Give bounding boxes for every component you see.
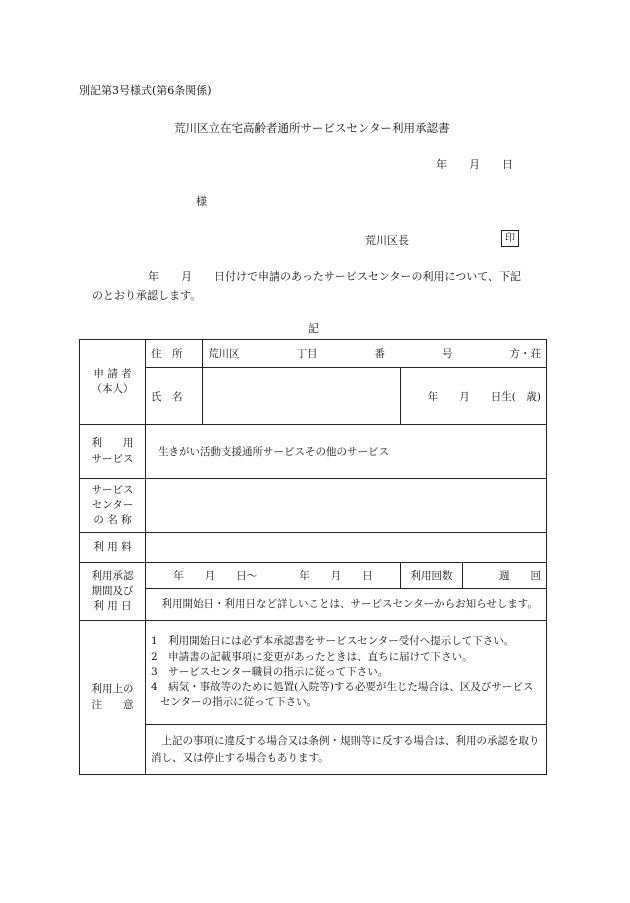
addressee-suffix: 様 xyxy=(196,195,207,208)
issuer: 荒川区長 xyxy=(365,234,409,247)
period-header: 利用承認 期間及び 利 用 日 xyxy=(80,563,146,621)
seal-mark: 印 xyxy=(501,230,519,247)
center-header: サービス センター の 名 称 xyxy=(80,479,146,533)
caution-item: 2 申請書の記載事項に変更があったときは、直ちに届けて下さい。 xyxy=(151,650,473,663)
service-header: 利 用 サービス xyxy=(80,425,146,479)
period-range-field[interactable]: 年 月 日～ 年 月 日 xyxy=(146,563,401,589)
applicant-header: 申 請 者 （本人） xyxy=(80,340,146,425)
caution-item: 3 サービスセンター職員の指示に従って下さい。 xyxy=(151,665,389,678)
approval-form-table xyxy=(79,339,547,775)
birth-date-field[interactable]: 年 月 日生( 歳) xyxy=(401,368,547,425)
body-line-1: 年 月 日付けで申請のあったサービスセンターの利用について、下記 xyxy=(148,270,522,283)
center-name-row xyxy=(80,479,547,533)
address-kata-so: 方・荘 xyxy=(509,348,541,360)
caution-list xyxy=(146,621,547,725)
fee-row xyxy=(80,533,547,563)
address-chome: 丁目 xyxy=(296,348,318,360)
issue-date: 年 月 日 xyxy=(436,158,513,171)
address-ward: 荒川区 xyxy=(208,348,240,360)
address-go: 号 xyxy=(442,348,453,360)
applicant-address-row xyxy=(80,340,547,368)
fee-field[interactable] xyxy=(146,533,547,563)
address-ban: 番 xyxy=(374,348,385,360)
center-name-field[interactable] xyxy=(146,479,547,533)
name-field[interactable] xyxy=(203,368,401,425)
warning-row xyxy=(80,725,547,775)
fee-header: 利 用 料 xyxy=(80,533,146,563)
period-note-row xyxy=(80,589,547,621)
service-row xyxy=(80,425,547,479)
warning-text: 上記の事項に違反する場合又は条例・規則等に反する場合は、利用の承認を取り消し、又は停止する場合もあります。 xyxy=(146,725,547,775)
body-line-2: のとおり承認します。 xyxy=(92,289,202,302)
caution-header: 利用上の 注 意 xyxy=(80,621,146,775)
caution-row xyxy=(80,621,547,725)
use-count-label: 利用回数 xyxy=(401,563,463,589)
document-title: 荒川区立在宅高齢者通所サービスセンター利用承認書 xyxy=(174,121,450,135)
period-row xyxy=(80,563,547,589)
period-note: 利用開始日・利用日など詳しいことは、サービスセンターからお知らせします。 xyxy=(146,589,547,621)
address-label: 住 所 xyxy=(146,340,203,368)
form-number: 別記第3号様式(第6条関係) xyxy=(79,84,212,97)
service-value: 生きがい活動支援通所サービスその他のサービス xyxy=(146,425,547,479)
name-label: 氏 名 xyxy=(146,368,203,425)
ki-heading: 記 xyxy=(308,322,319,335)
caution-item: 1 利用開始日には必ず本承認書をサービスセンター受付へ提示して下さい。 xyxy=(151,635,515,648)
address-field[interactable] xyxy=(203,340,547,368)
use-count-field[interactable]: 週 回 xyxy=(463,563,547,589)
caution-item: 4 病気・事故等のために処置(入院等)する必要が生じた場合は、区及びサービスセンターの指示に従って下さい。 xyxy=(151,681,534,709)
applicant-name-row xyxy=(80,368,547,425)
